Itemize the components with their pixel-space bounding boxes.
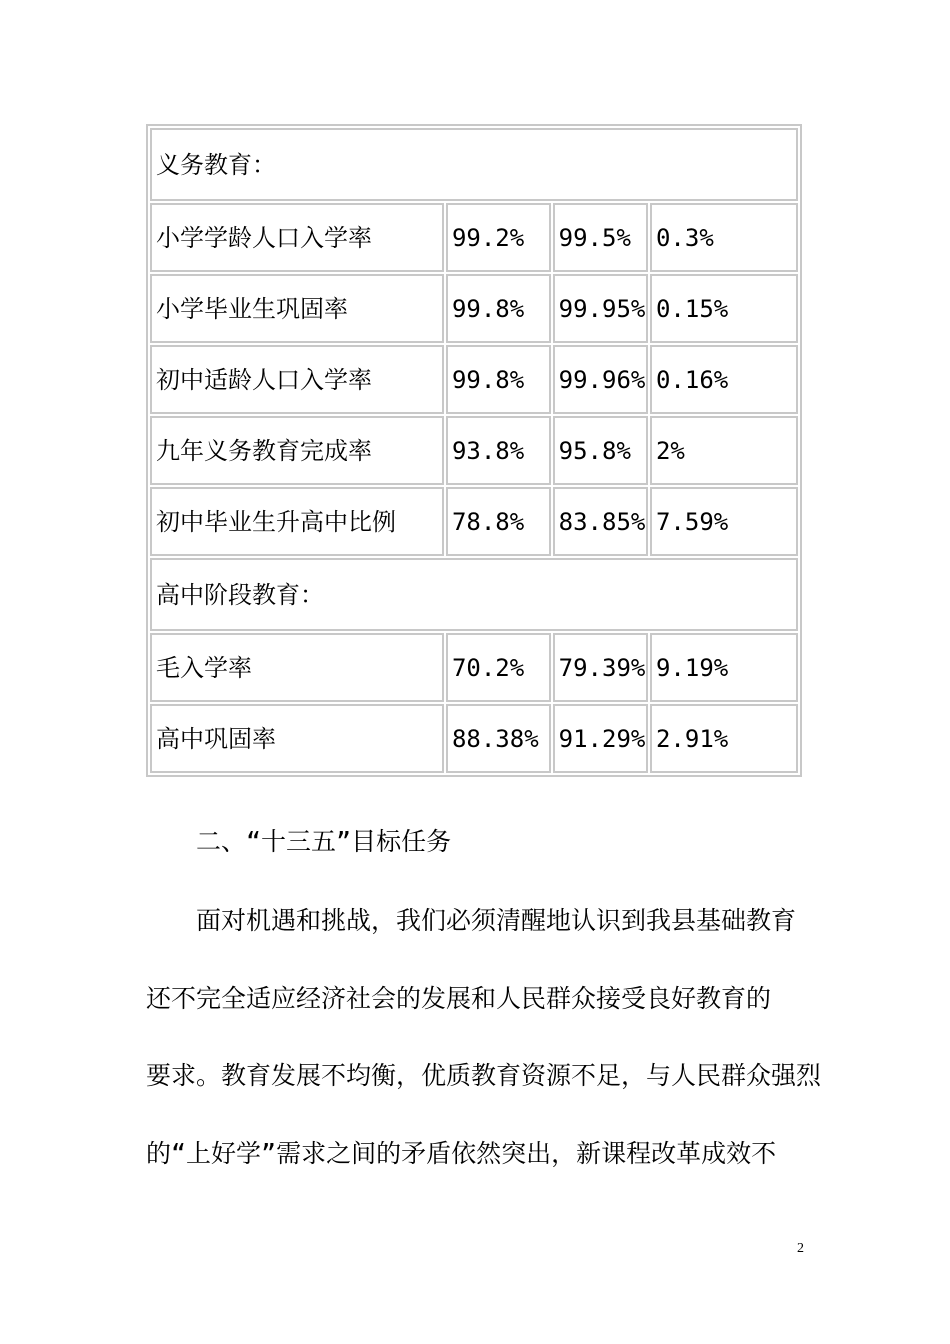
- paragraph-line: 还不完全适应经济社会的发展和人民群众接受良好教育的: [146, 983, 772, 1013]
- indicator-name: 小学学龄人口入学率: [150, 203, 444, 272]
- table-row: [150, 704, 798, 773]
- paragraph-line: 的“上好学”需求之间的矛盾依然突出，新课程改革成效不: [146, 1138, 777, 1168]
- value-cell: 0.15%: [650, 274, 798, 343]
- table-row: [150, 203, 798, 272]
- table-row: [150, 345, 798, 414]
- value-cell: 79.39%: [553, 633, 648, 702]
- paragraph-line: 要求。教育发展不均衡，优质教育资源不足，与人民群众强烈: [146, 1061, 822, 1090]
- value-cell: 99.2%: [446, 203, 551, 272]
- section-title: 义务教育：: [150, 128, 798, 201]
- value-cell: 99.96%: [553, 345, 648, 414]
- indicator-name: 毛入学率: [150, 633, 444, 702]
- table-row: [150, 487, 798, 556]
- section-title: 高中阶段教育：: [150, 558, 798, 631]
- value-cell: 99.8%: [446, 274, 551, 343]
- value-cell: 99.5%: [553, 203, 648, 272]
- table-row: [150, 633, 798, 702]
- value-cell: 78.8%: [446, 487, 551, 556]
- value-cell: 99.95%: [553, 274, 648, 343]
- indicator-name: 高中巩固率: [150, 704, 444, 773]
- value-cell: 95.8%: [553, 416, 648, 485]
- value-cell: 2%: [650, 416, 798, 485]
- body-paragraph: [146, 882, 822, 1192]
- value-cell: 88.38%: [446, 704, 551, 773]
- value-cell: 9.19%: [650, 633, 798, 702]
- value-cell: 70.2%: [446, 633, 551, 702]
- education-indicators-table: [146, 124, 802, 777]
- page-number: 2: [797, 1241, 804, 1256]
- section-heading: 二、“十三五”目标任务: [196, 827, 452, 856]
- value-cell: 0.3%: [650, 203, 798, 272]
- indicator-name: 初中毕业生升高中比例: [150, 487, 444, 556]
- table-row: [150, 416, 798, 485]
- value-cell: 91.29%: [553, 704, 648, 773]
- value-cell: 0.16%: [650, 345, 798, 414]
- value-cell: 83.85%: [553, 487, 648, 556]
- table-row: [150, 274, 798, 343]
- value-cell: 2.91%: [650, 704, 798, 773]
- paragraph-line: 面对机遇和挑战，我们必须清醒地认识到我县基础教育: [196, 906, 797, 935]
- value-cell: 93.8%: [446, 416, 551, 485]
- value-cell: 7.59%: [650, 487, 798, 556]
- indicator-name: 九年义务教育完成率: [150, 416, 444, 485]
- indicator-name: 初中适龄人口入学率: [150, 345, 444, 414]
- section-row: [150, 128, 798, 201]
- section-row: [150, 558, 798, 631]
- value-cell: 99.8%: [446, 345, 551, 414]
- indicator-name: 小学毕业生巩固率: [150, 274, 444, 343]
